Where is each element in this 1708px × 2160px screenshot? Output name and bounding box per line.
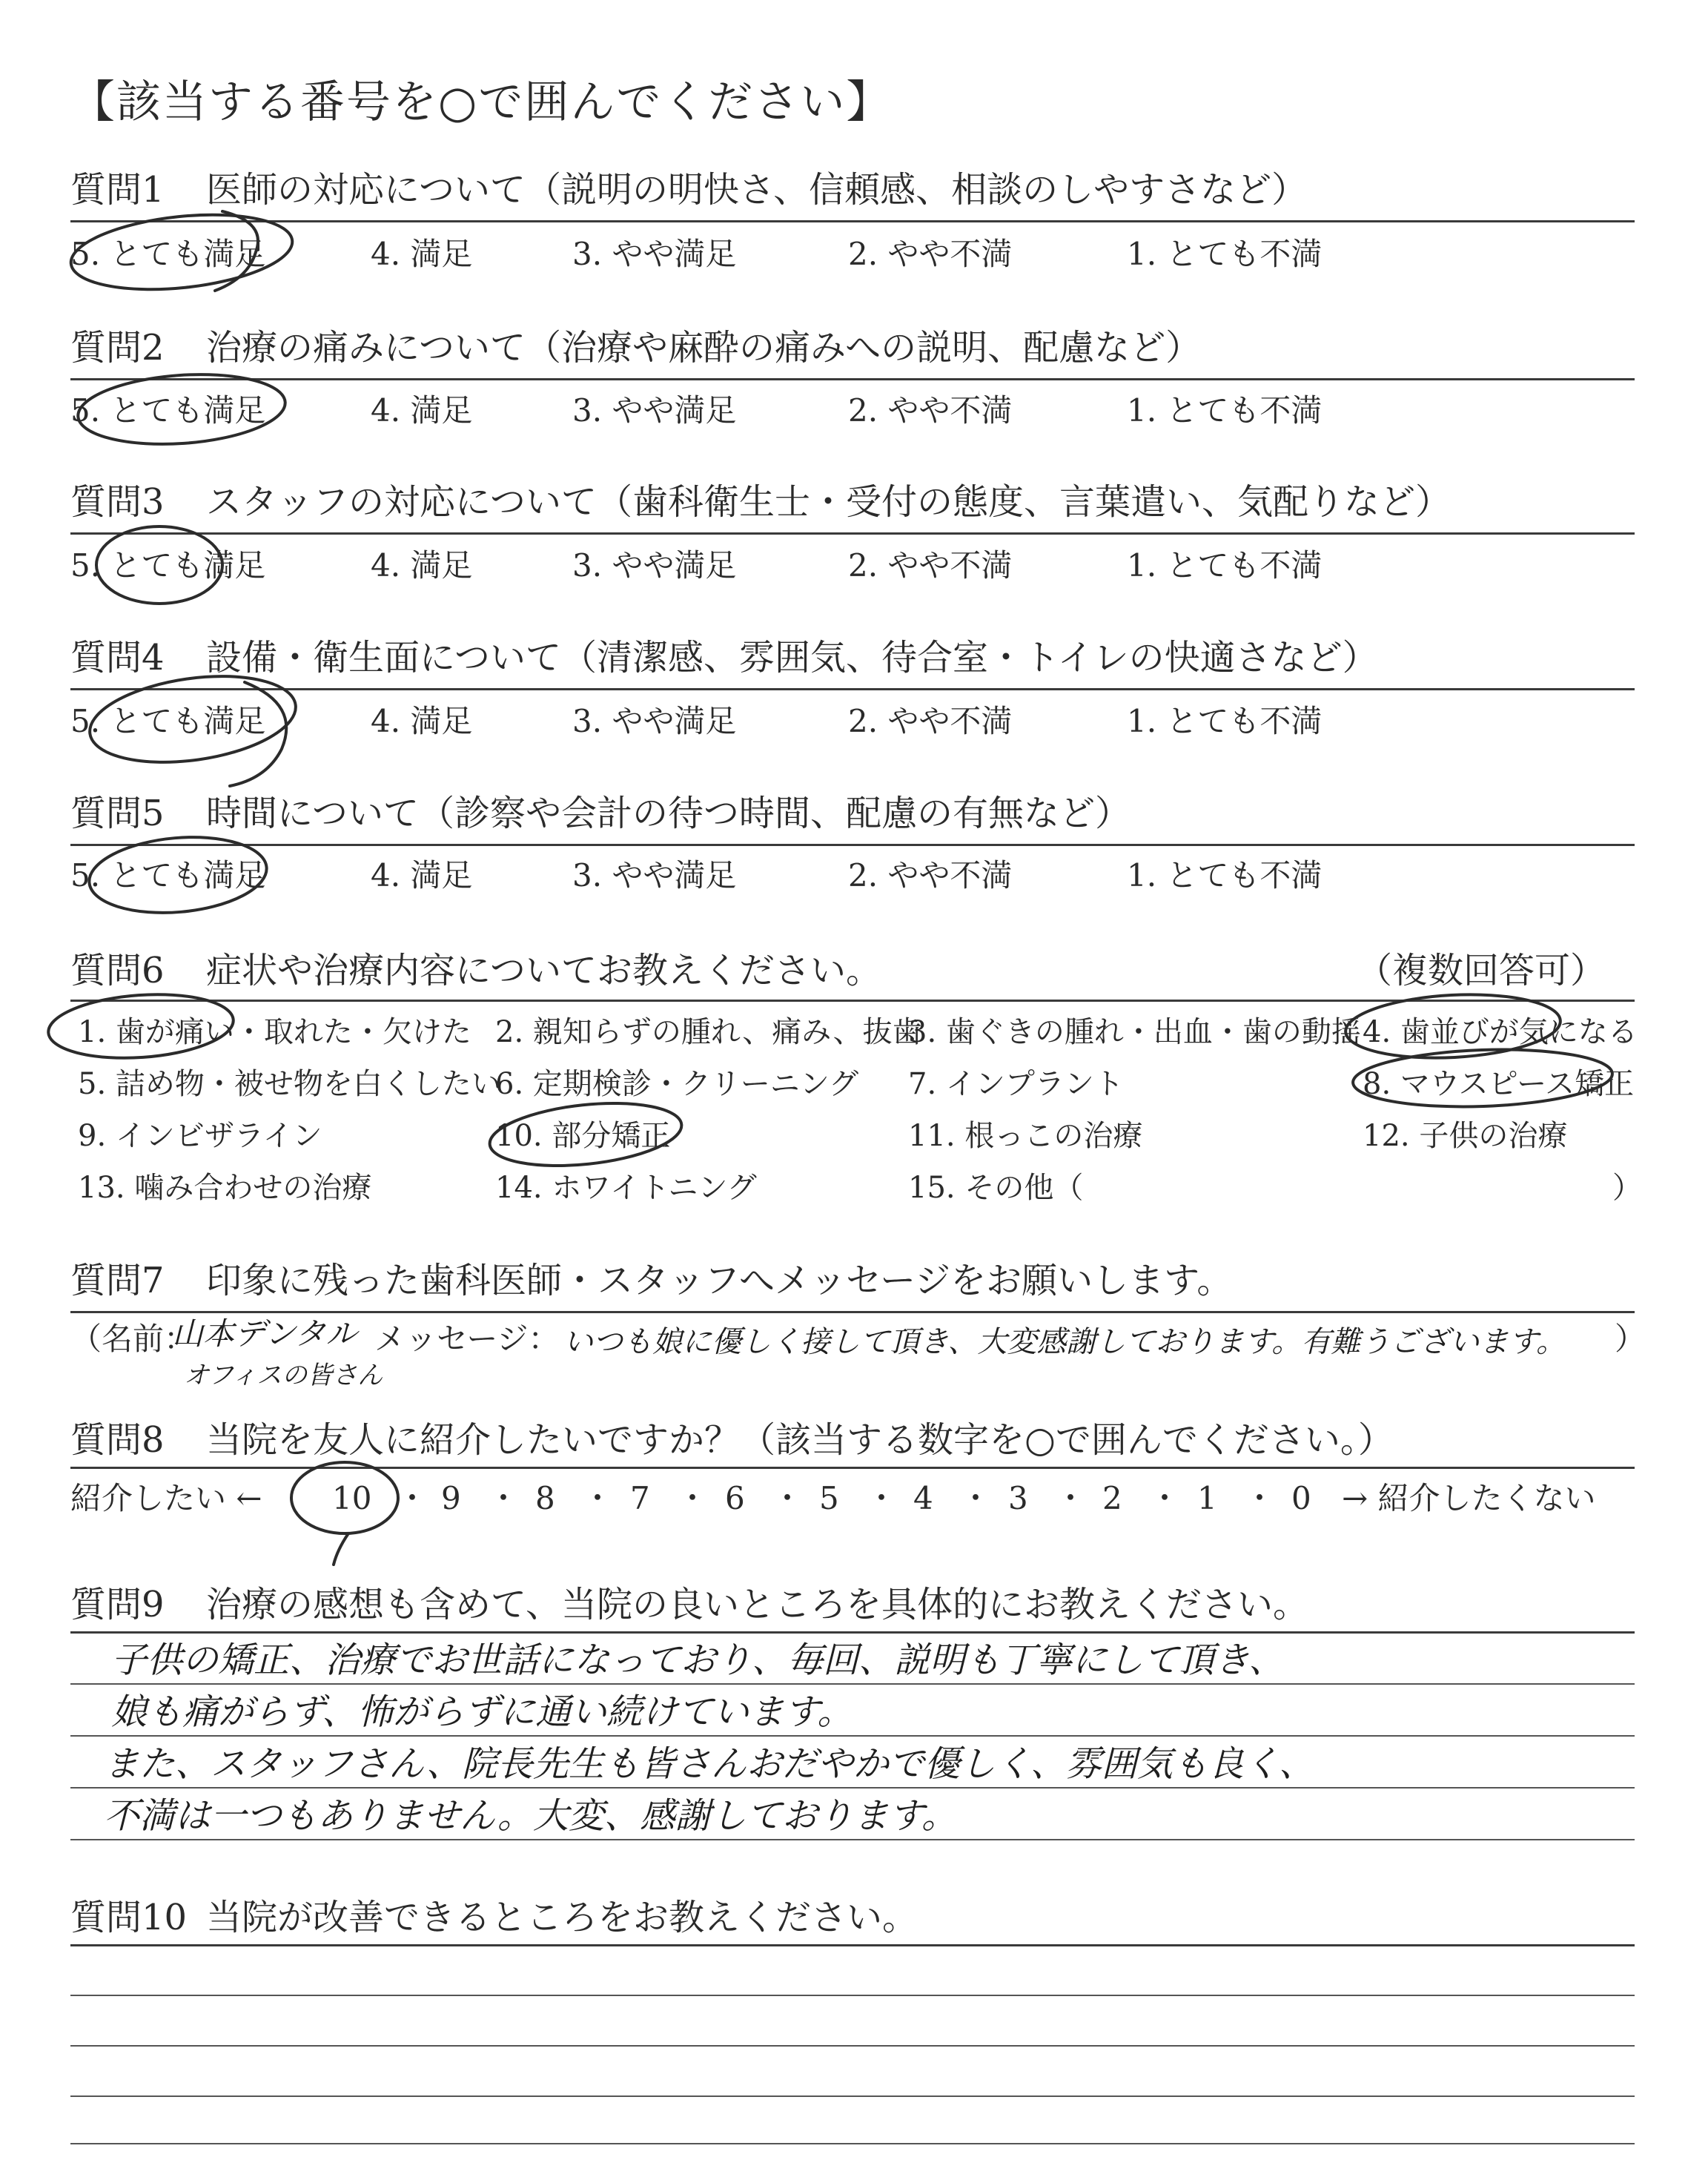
q8-scale-5[interactable]: 5	[819, 1480, 839, 1516]
q1-option-1[interactable]: 1. とても不満	[1127, 236, 1323, 272]
q5-label: 質問5	[70, 793, 165, 834]
q3-option-1[interactable]: 1. とても不満	[1127, 547, 1323, 584]
q4-option-1[interactable]: 1. とても不満	[1127, 703, 1323, 739]
q8-scale-0[interactable]: 0	[1291, 1480, 1311, 1516]
q5-option-5[interactable]: 5. とても満足	[70, 857, 266, 894]
q3-option-5[interactable]: 5. とても満足	[70, 547, 266, 584]
q6-option-14[interactable]: 14. ホワイトニング	[495, 1171, 757, 1205]
q4-option-2[interactable]: 2. やや不満	[848, 703, 1013, 739]
q5-selection-circle	[86, 830, 270, 920]
q6-text: 症状や治療内容についてお教えください。	[206, 950, 882, 991]
q4-selection-circle	[85, 664, 302, 774]
q9-answer-line-4[interactable]: 不満は一つもありません。大変、感謝しております。	[104, 1795, 958, 1837]
q6-option-3[interactable]: 3. 歯ぐきの腫れ・出血・歯の動揺	[908, 1015, 1361, 1049]
q7-message-value[interactable]: いつも娘に優しく接して頂き、大変感謝しております。有難うございます。	[563, 1325, 1566, 1359]
q8-scale-8[interactable]: 8	[535, 1480, 555, 1516]
q6-option-13[interactable]: 13. 噛み合わせの治療	[78, 1171, 372, 1205]
q2-text: 治療の痛みについて（治療や麻酔の痛みへの説明、配慮など）	[206, 327, 1202, 369]
q3-selection-circle	[96, 526, 222, 604]
q8-selection-tail	[334, 1533, 348, 1565]
q8-scale-10[interactable]: 10	[332, 1480, 372, 1516]
q1-option-3[interactable]: 3. やや満足	[572, 236, 737, 272]
q8-separator: ・	[772, 1480, 804, 1516]
q8-scale-3[interactable]: 3	[1008, 1480, 1028, 1516]
q10-label: 質問10	[70, 1897, 188, 1938]
q3-option-3[interactable]: 3. やや満足	[572, 547, 737, 584]
q6-selection-circle-10	[487, 1095, 685, 1175]
q8-right-label: → 紹介したくない	[1342, 1480, 1596, 1516]
q5-option-3[interactable]: 3. やや満足	[572, 857, 737, 894]
q1-option-5[interactable]: 5. とても満足	[70, 236, 266, 272]
q6-option-1[interactable]: 1. 歯が痛い・取れた・欠けた	[78, 1015, 471, 1049]
q6-option-6[interactable]: 6. 定期検診・クリーニング	[495, 1067, 859, 1101]
q8-separator: ・	[488, 1480, 520, 1516]
q8-text: 当院を友人に紹介したいですか？（該当する数字を○で囲んでください。）	[206, 1419, 1394, 1461]
q8-scale-9[interactable]: 9	[441, 1480, 461, 1516]
q8-separator: ・	[866, 1480, 898, 1516]
q8-separator: ・	[1055, 1480, 1087, 1516]
q4-option-5[interactable]: 5. とても満足	[70, 703, 266, 739]
q7-name-value[interactable]: 山本デンタル	[172, 1315, 357, 1352]
q2-option-2[interactable]: 2. やや不満	[848, 392, 1013, 429]
q2-option-5[interactable]: 5. とても満足	[70, 392, 266, 429]
q5-text: 時間について（診察や会計の待つ時間、配慮の有無など）	[206, 793, 1131, 834]
q6-option-2[interactable]: 2. 親知らずの腫れ、痛み、抜歯	[495, 1015, 922, 1049]
q9-answer-line-1[interactable]: 子供の矯正、治療でお世話になっており、毎回、説明も丁寧にして頂き、	[111, 1639, 1285, 1681]
q7-close-paren: ）	[1615, 1321, 1646, 1357]
q5-option-1[interactable]: 1. とても不満	[1127, 857, 1323, 894]
q6-selection-circle-1	[46, 988, 235, 1063]
q8-scale-7[interactable]: 7	[630, 1480, 650, 1516]
q2-option-3[interactable]: 3. やや満足	[572, 392, 737, 429]
q4-option-3[interactable]: 3. やや満足	[572, 703, 737, 739]
q8-selection-circle	[291, 1462, 398, 1533]
q2-option-4[interactable]: 4. 満足	[371, 392, 473, 429]
q6-note: （複数回答可）	[1357, 950, 1606, 991]
q8-scale-4[interactable]: 4	[913, 1480, 933, 1516]
q6-option-15[interactable]: 15. その他（	[908, 1171, 1084, 1205]
q1-selection-tail	[215, 211, 258, 291]
q6-label: 質問6	[70, 950, 165, 991]
q7-name-value-2[interactable]: オフィスの皆さん	[184, 1361, 383, 1390]
q1-label: 質問1	[70, 169, 165, 211]
q6-option-11[interactable]: 11. 根っこの治療	[908, 1119, 1143, 1153]
q9-label: 質問9	[70, 1584, 165, 1625]
q1-option-4[interactable]: 4. 満足	[371, 236, 473, 272]
q6-option-15-close: ）	[1612, 1171, 1642, 1205]
q1-option-2[interactable]: 2. やや不満	[848, 236, 1013, 272]
page-title: 【該当する番号を○で囲んでください】	[70, 76, 893, 128]
q3-option-2[interactable]: 2. やや不満	[848, 547, 1013, 584]
q6-option-4[interactable]: 4. 歯並びが気になる	[1363, 1015, 1638, 1049]
q8-scale-6[interactable]: 6	[725, 1480, 745, 1516]
q6-option-8[interactable]: 8. マウスピース矯正	[1363, 1067, 1635, 1101]
q5-option-2[interactable]: 2. やや不満	[848, 857, 1013, 894]
q8-left-label: 紹介したい ←	[70, 1480, 262, 1516]
q1-selection-circle	[67, 205, 296, 300]
q6-option-12[interactable]: 12. 子供の治療	[1363, 1119, 1568, 1153]
q3-option-4[interactable]: 4. 満足	[371, 547, 473, 584]
q2-selection-circle	[76, 368, 288, 450]
q7-label: 質問7	[70, 1260, 165, 1301]
q5-option-4[interactable]: 4. 満足	[371, 857, 473, 894]
q2-label: 質問2	[70, 327, 165, 369]
q8-separator: ・	[677, 1480, 709, 1516]
q6-option-5[interactable]: 5. 詰め物・被せ物を白くしたい	[78, 1067, 501, 1101]
q7-name-label: （名前：	[70, 1321, 196, 1357]
q10-text: 当院が改善できるところをお教えください。	[206, 1897, 918, 1938]
q9-answer-line-2[interactable]: 娘も痛がらず、怖がらずに通い続けています。	[111, 1691, 853, 1733]
q4-text: 設備・衛生面について（清潔感、雰囲気、待合室・トイレの快適さなど）	[206, 637, 1378, 678]
q8-label: 質問8	[70, 1419, 165, 1461]
q6-option-7[interactable]: 7. インプラント	[908, 1067, 1124, 1101]
q3-text: スタッフの対応について（歯科衛生士・受付の態度、言葉遣い、気配りなど）	[206, 481, 1452, 523]
q8-separator: ・	[1244, 1480, 1276, 1516]
q7-text: 印象に残った歯科医師・スタッフへメッセージをお願いします。	[206, 1260, 1233, 1301]
q4-option-4[interactable]: 4. 満足	[371, 703, 473, 739]
q6-option-10[interactable]: 10. 部分矯正	[495, 1119, 671, 1153]
q8-separator: ・	[582, 1480, 614, 1516]
q4-label: 質問4	[70, 637, 165, 678]
q9-answer-line-3[interactable]: また、スタッフさん、院長先生も皆さんおだやかで優しく、雰囲気も良く、	[104, 1743, 1314, 1785]
q6-option-9[interactable]: 9. インビザライン	[78, 1119, 322, 1153]
q8-separator: ・	[960, 1480, 992, 1516]
q1-text: 医師の対応について（説明の明快さ、信頼感、相談のしやすさなど）	[206, 169, 1308, 211]
q7-message-label: メッセージ：	[374, 1321, 560, 1357]
q8-scale-1[interactable]: 1	[1197, 1480, 1217, 1516]
q8-separator: ・	[397, 1480, 428, 1516]
q2-option-1[interactable]: 1. とても不満	[1127, 392, 1323, 429]
q3-label: 質問3	[70, 481, 165, 523]
q8-separator: ・	[1149, 1480, 1181, 1516]
q9-text: 治療の感想も含めて、当院の良いところを具体的にお教えください。	[206, 1584, 1309, 1625]
q8-scale-2[interactable]: 2	[1102, 1480, 1122, 1516]
